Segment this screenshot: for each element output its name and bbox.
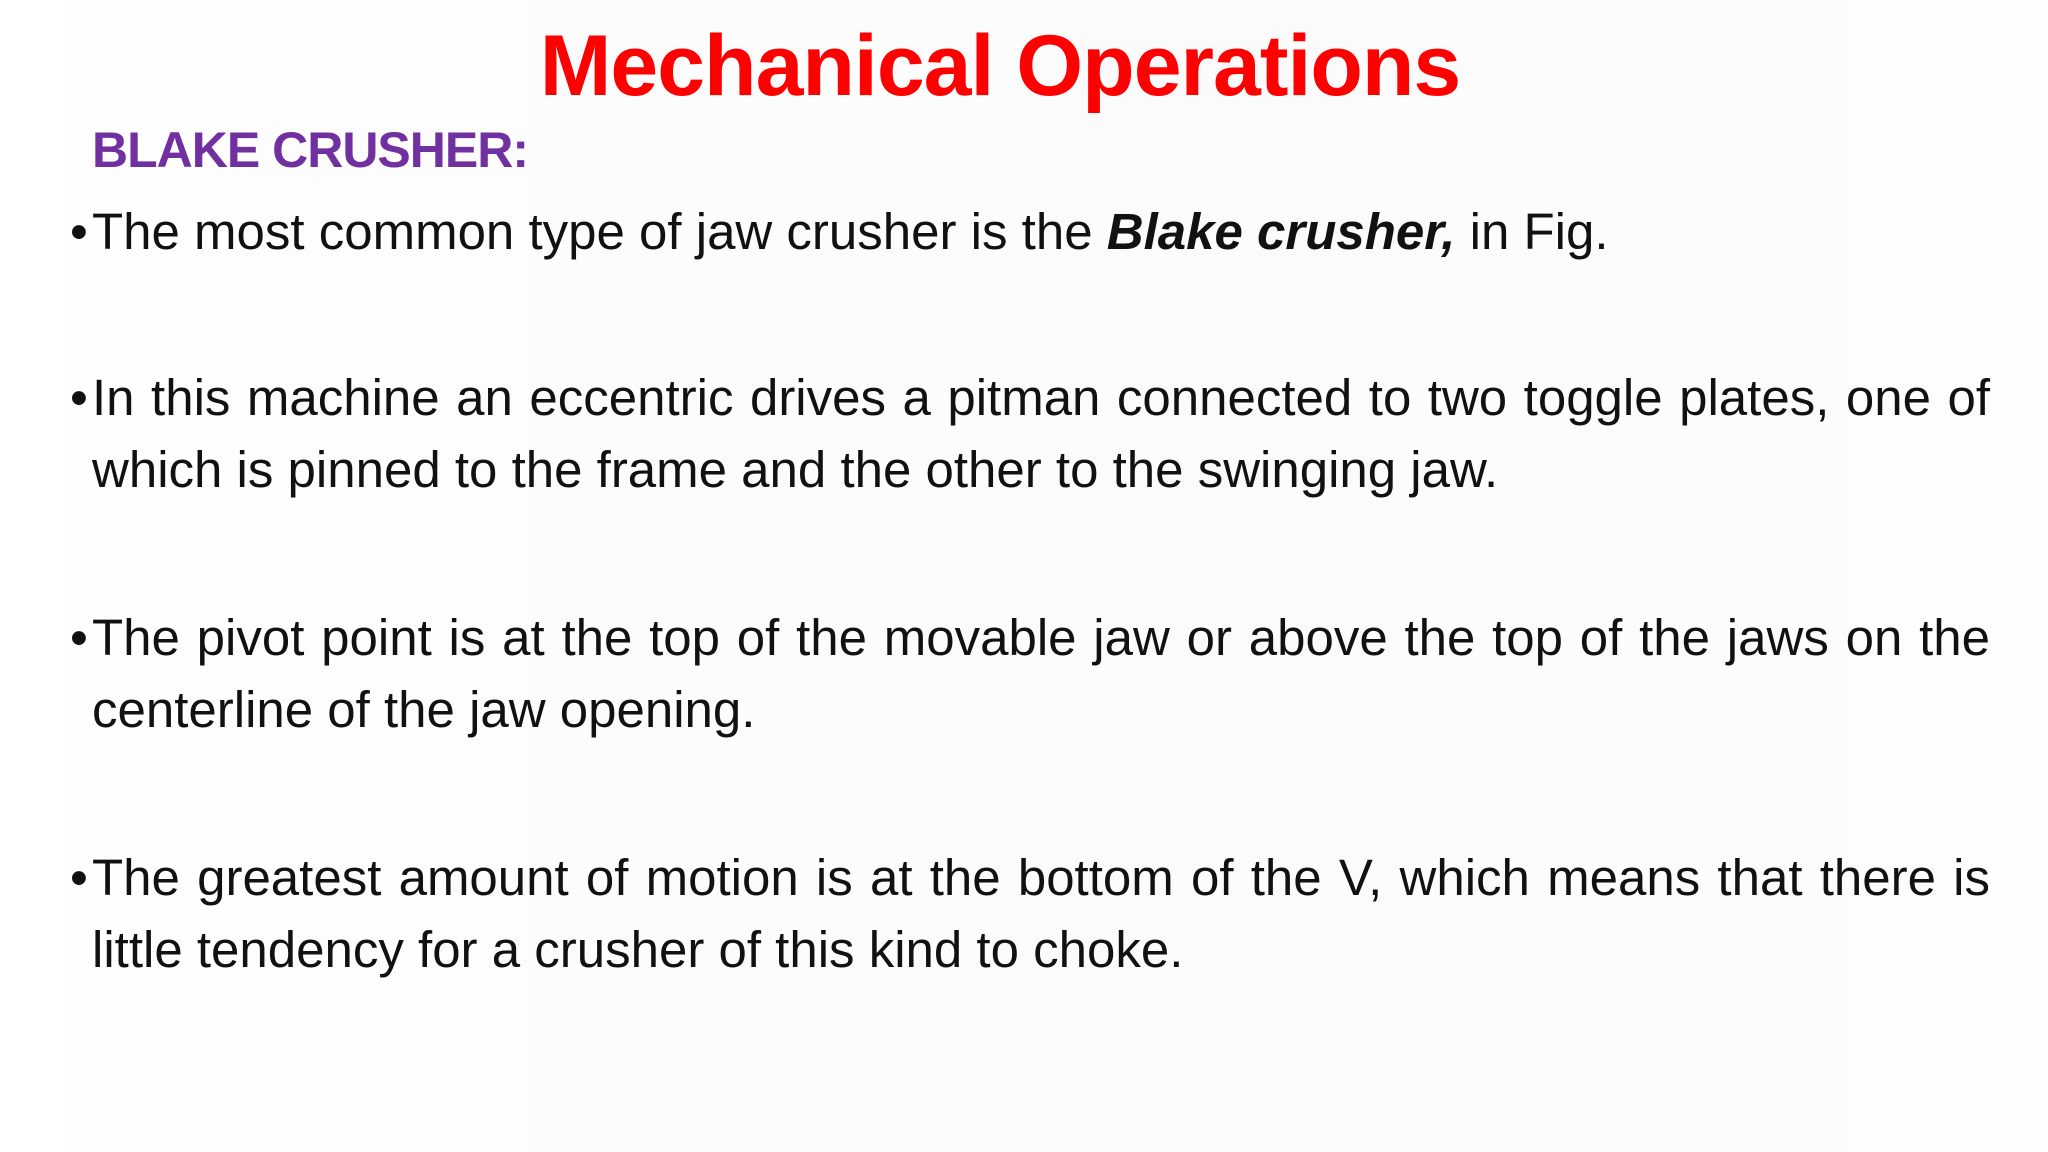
slide-title: Mechanical Operations — [539, 18, 1461, 114]
bullet-item — [70, 362, 1990, 506]
bullet-dot: • — [70, 849, 88, 906]
bullet-dot: • — [70, 203, 88, 260]
bullet-text — [92, 196, 1990, 268]
bullet-item — [70, 196, 1990, 268]
bullet-text-before: The most common type of jaw crusher is the — [92, 203, 1107, 260]
bullet-item — [70, 602, 1990, 746]
bullet-text: The pivot point is at the top of the movable jaw or above the top of the jaws on the centerline of the jaw opening. — [92, 609, 1990, 738]
bullet-item — [70, 842, 1990, 986]
bullet-text: The greatest amount of motion is at the bottom of the V, which means that there is little tendency for a crusher of this kind to choke. — [92, 849, 1990, 978]
slide-subtitle: BLAKE CRUSHER: — [92, 122, 528, 178]
bullet-emphasis: Blake crusher, — [1106, 203, 1456, 260]
bullet-text-after: in Fig. — [1455, 203, 1609, 260]
bullet-dot: • — [70, 609, 88, 666]
bullet-dot: • — [70, 369, 88, 426]
bullet-text: In this machine an eccentric drives a pitman connected to two toggle plates, one of which is pinned to the frame and the other to the swinging jaw. — [92, 369, 1990, 498]
